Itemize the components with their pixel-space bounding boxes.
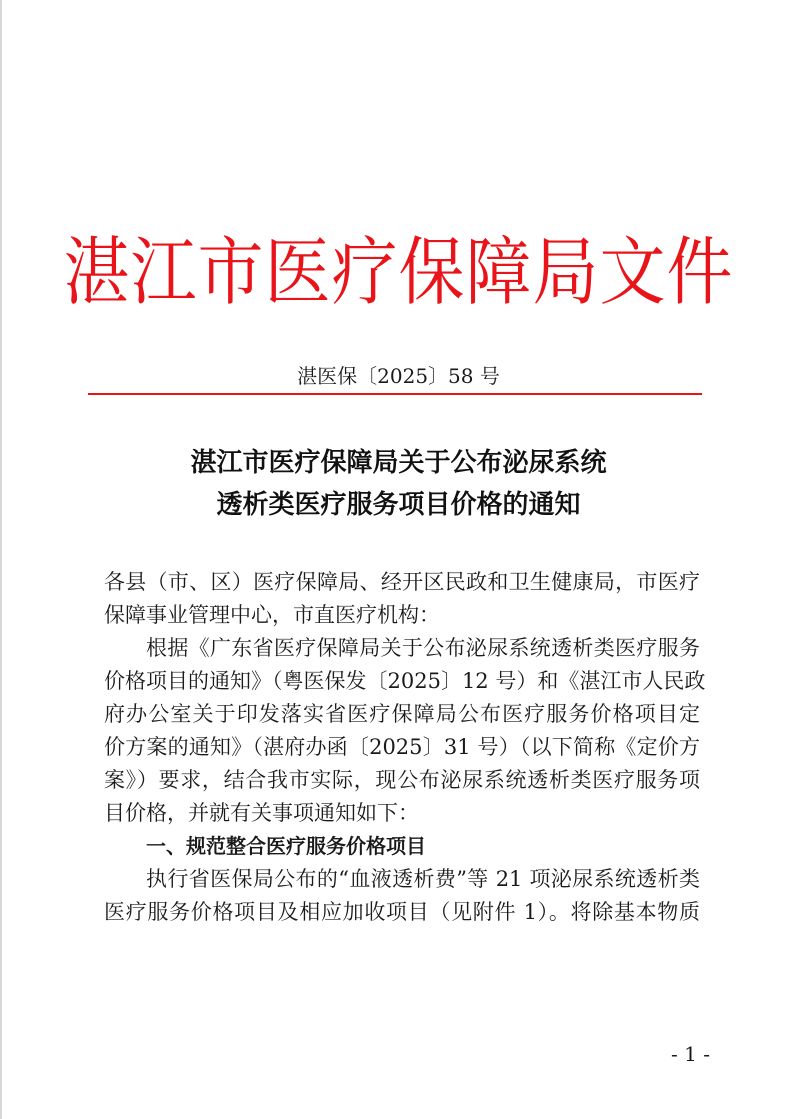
page-left-edge <box>0 0 2 1119</box>
document-number: 湛医保〔2025〕58 号 <box>297 364 500 388</box>
page-number: - 1 - <box>671 1042 710 1066</box>
title-line-1: 湛江市医疗保障局关于公布泌尿系统 <box>190 448 607 478</box>
section1-line-1: 执行省医保局公布的“血液透析费”等 21 项泌尿系统透析类 <box>146 867 700 891</box>
paragraph1-line-5: 案》）要求，结合我市实际，现公布泌尿系统透析类医疗服务项 <box>104 768 700 792</box>
title-line-2: 透析类医疗服务项目价格的通知 <box>216 490 581 520</box>
document-body <box>104 566 706 929</box>
recipients-line-1: 各县（市、区）医疗保障局、经开区民政和卫生健康局，市医疗 <box>104 570 700 594</box>
recipients-line-2: 保障事业管理中心，市直医疗机构： <box>104 603 440 627</box>
paragraph1-line-4: 价方案的通知》（湛府办函〔2025〕31 号）（以下简称《定价方 <box>104 735 700 759</box>
document-masthead: 湛江市医疗保障局文件 <box>63 229 734 316</box>
red-separator-rule <box>88 393 702 395</box>
paragraph1-line-1: 根据《广东省医疗保障局关于公布泌尿系统透析类医疗服务 <box>146 636 700 660</box>
document-title <box>0 442 797 526</box>
paragraph1-line-2: 价格项目的通知》（粤医保发〔2025〕12 号）和《湛江市人民政 <box>104 669 706 693</box>
paragraph1-line-6: 目价格，并就有关事项通知如下： <box>104 801 419 825</box>
section1-line-2: 医疗服务价格项目及相应加收项目（见附件 1）。将除基本物质 <box>104 900 700 924</box>
section1-heading: 一、规范整合医疗服务价格项目 <box>146 834 426 858</box>
paragraph1-line-3: 府办公室关于印发落实省医疗保障局公布医疗服务价格项目定 <box>104 702 700 726</box>
